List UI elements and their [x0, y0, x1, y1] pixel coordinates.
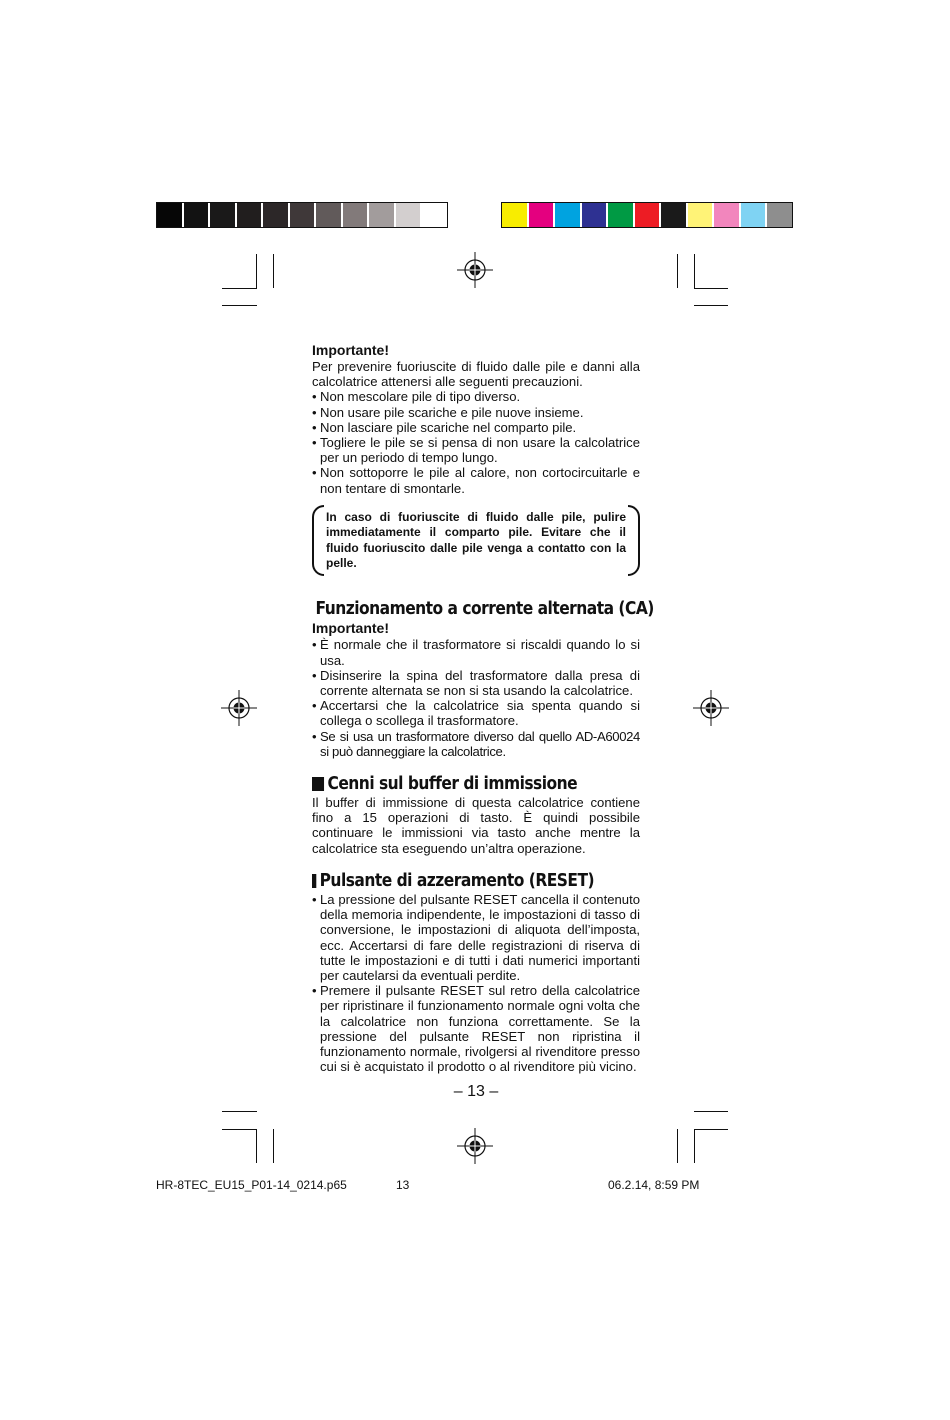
footer-filename: HR-8TEC_EU15_P01-14_0214.p65 [156, 1178, 347, 1192]
crop-mark [222, 1111, 257, 1112]
list-item: • Non usare pile scariche e pile nuove insieme. [312, 405, 640, 420]
grayscale-swatch [343, 203, 370, 227]
registration-mark-icon [221, 690, 257, 726]
list-item: • Togliere le pile se si pensa di non usare la calcolatrice per un periodo di tempo lungo. [312, 435, 640, 465]
crop-mark [273, 1129, 274, 1163]
list-item: • La pressione del pulsante RESET cancella il contenuto della memoria indipendente, le impostazioni di tasso di conversione, le impostazioni di aliquota dell’imposta, ecc. Accertarsi di fare delle registrazioni di riserva di tutte le impostazioni e di tutti i dati numerici importanti per cautelarsi da eventuali perdite. [312, 892, 640, 983]
color-swatch [714, 203, 741, 227]
buffer-paragraph: Il buffer di immissione di questa calcolatrice contiene fino a 15 operazioni di tasto. È quindi possibile continuare le immissioni via tasto anche mentre la calcolatrice sta eseguendo un’altra operazione. [312, 795, 640, 856]
crop-mark [222, 305, 257, 306]
crop-mark [694, 305, 728, 306]
list-item: • Disinserire la spina del trasformatore dalla presa di corrente alternata se non si sta usando la calcolatrice. [312, 668, 640, 698]
crop-mark [273, 254, 274, 288]
color-calibration-bar [501, 202, 793, 228]
crop-mark [256, 1129, 257, 1163]
crop-mark [256, 254, 257, 288]
grayscale-swatch [290, 203, 317, 227]
grayscale-swatch [316, 203, 343, 227]
list-item: • Non mescolare pile di tipo diverso. [312, 389, 640, 404]
battery-precautions-list [312, 389, 640, 495]
important-heading: Importante! [312, 342, 389, 358]
color-swatch [502, 203, 529, 227]
list-item: • Non sottoporre le pile al calore, non cortocircuitarle e non tentare di smontarle. [312, 465, 640, 495]
color-swatch [635, 203, 662, 227]
crop-mark [694, 254, 695, 288]
intro-paragraph: Per prevenire fuoriuscite di fluido dalle pile e danni alla calcolatrice attenersi alle seguenti precauzioni. [312, 359, 640, 390]
reset-list [312, 892, 640, 1074]
crop-mark [694, 1129, 695, 1163]
color-swatch [767, 203, 792, 227]
list-item: • È normale che il trasformatore si riscaldi quando lo si usa. [312, 637, 640, 667]
square-bullet-icon [312, 874, 316, 888]
warning-note-text: In caso di fuoriuscite di fluido dalle pile, pulire immediatamente il comparto pile. Evitare che il fluido fuoriuscito dalle pile venga a contatto con la pelle. [326, 509, 626, 571]
section-title-ac-operation: Funzionamento a corrente alternata (CA) [315, 598, 654, 620]
crop-mark [222, 288, 257, 289]
crop-mark [677, 1129, 678, 1163]
color-swatch [608, 203, 635, 227]
grayscale-swatch [237, 203, 264, 227]
registration-mark-icon [693, 690, 729, 726]
important-heading: Importante! [312, 620, 389, 637]
grayscale-swatch [157, 203, 184, 227]
footer-page: 13 [396, 1178, 410, 1192]
color-swatch [741, 203, 768, 227]
color-swatch [529, 203, 556, 227]
list-item: • Se si usa un trasformatore diverso dal quello AD-A60024 si può danneggiare la calcolatrice. [312, 729, 640, 759]
registration-mark-icon [457, 1128, 493, 1164]
grayscale-swatch [369, 203, 396, 227]
crop-mark [694, 1111, 728, 1112]
crop-mark [222, 1129, 257, 1130]
footer-timestamp: 06.2.14, 8:59 PM [608, 1178, 700, 1192]
page-number: – 13 – [453, 1083, 499, 1101]
square-bullet-icon [312, 777, 324, 791]
bracket-right [628, 505, 640, 577]
grayscale-swatch [396, 203, 423, 227]
section-title-reset: Pulsante di azzeramento (RESET) [312, 870, 594, 892]
registration-mark-icon [457, 252, 493, 288]
color-swatch [688, 203, 715, 227]
grayscale-swatch [210, 203, 237, 227]
crop-mark [677, 254, 678, 288]
grayscale-swatch [184, 203, 211, 227]
ac-adaptor-list [312, 637, 640, 759]
grayscale-swatch [263, 203, 290, 227]
warning-note [312, 505, 640, 577]
crop-mark [694, 1129, 728, 1130]
crop-mark [694, 288, 728, 289]
page-content [312, 342, 654, 1102]
section-title-input-buffer: Cenni sul buffer di immissione [312, 773, 594, 795]
color-swatch [661, 203, 688, 227]
grayscale-swatch [422, 203, 447, 227]
color-swatch [582, 203, 609, 227]
list-item: • Premere il pulsante RESET sul retro della calcolatrice per ripristinare il funzionamento normale ogni volta che la calcolatrice non funziona correttamente. Se la pressione del pulsante RESET non ripristina il funzionamento normale, rivolgersi al rivenditore presso cui si è acquistato il prodotto o al rivenditore più vicino. [312, 983, 640, 1074]
list-item: • Accertarsi che la calcolatrice sia spenta quando si collega o scollega il trasformatore. [312, 698, 640, 728]
grayscale-calibration-bar [156, 202, 448, 228]
bracket-left [312, 505, 324, 577]
color-swatch [555, 203, 582, 227]
list-item: • Non lasciare pile scariche nel comparto pile. [312, 420, 640, 435]
